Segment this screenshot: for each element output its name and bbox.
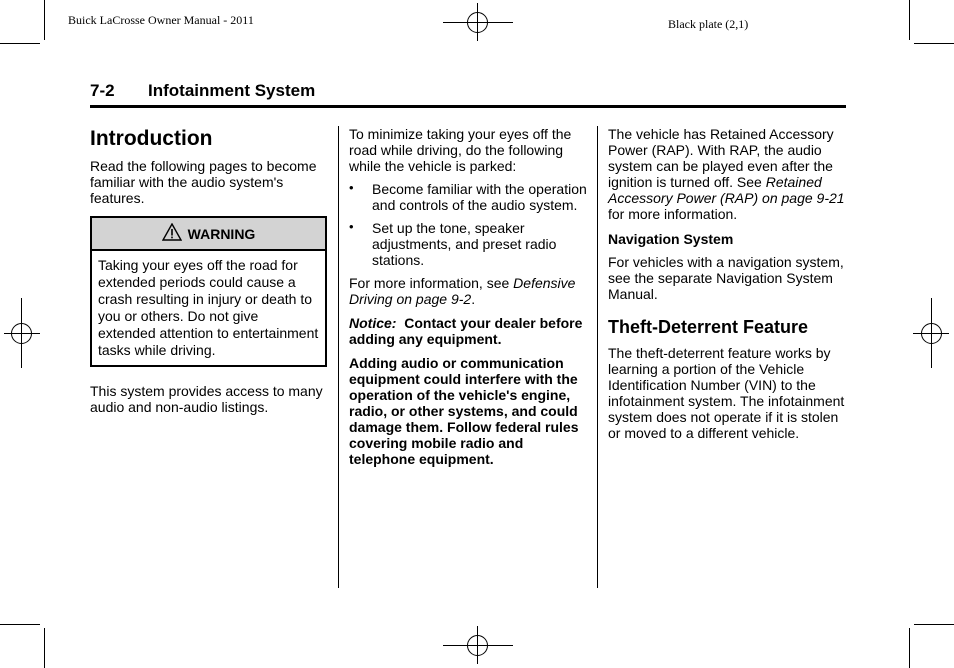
cross-reference-link[interactable]: Retained Accessory Power (RAP) on page 9-21 xyxy=(608,174,845,206)
warning-text: Taking your eyes off the road for extended periods could cause a crash resulting in injury or death to you or others. Do not give extended attention to entertainment tasks while driving. xyxy=(98,257,319,358)
access-paragraph: This system provides access to many audio and non-audio listings. xyxy=(90,383,323,415)
warning-header xyxy=(92,218,325,251)
section-title: Infotainment System xyxy=(148,81,316,100)
crop-mark xyxy=(909,628,910,668)
more-info-paragraph: For more information, see Defensive Driving on page 9-2. xyxy=(349,275,576,307)
bullet-list xyxy=(349,181,589,268)
crop-mark xyxy=(44,628,45,668)
section-number: 7-2 xyxy=(90,81,115,100)
warning-box xyxy=(90,216,327,367)
bullet-icon: • xyxy=(349,180,354,195)
warning-title: WARNING xyxy=(187,225,256,242)
page-heading: Introduction xyxy=(90,127,213,150)
cross-reference-link[interactable]: Defensive Driving on page 9-2 xyxy=(349,275,576,307)
intro-paragraph: Read the following pages to become familiar with the audio system's features. xyxy=(90,158,317,206)
notice-label: Notice: xyxy=(349,315,397,331)
column-1 xyxy=(90,126,330,415)
navigation-heading: Navigation System xyxy=(608,231,734,247)
navigation-paragraph: For vehicles with a navigation system, see the separate Navigation System Manual. xyxy=(608,254,844,302)
list-item: • Set up the tone, speaker adjustments, and preset radio stations. xyxy=(349,219,557,268)
list-item: • Become familiar with the operation and controls of the audio system. xyxy=(349,180,587,213)
rap-paragraph: The vehicle has Retained Accessory Power (RAP). With RAP, the audio system can be played even after the ignition is turned off. See Retained Accessory Power (RAP) on page 9-21 for more information. xyxy=(608,126,845,222)
column-divider xyxy=(338,126,339,588)
section-header xyxy=(90,81,846,108)
column-3 xyxy=(608,126,848,441)
column-divider xyxy=(597,126,598,588)
bullet-icon: • xyxy=(349,219,354,234)
theft-deterrent-heading: Theft-Deterrent Feature xyxy=(608,317,809,337)
crop-mark xyxy=(44,0,45,40)
crop-mark xyxy=(0,43,40,44)
crop-mark xyxy=(909,0,910,40)
manual-title: Buick LaCrosse Owner Manual - 2011 xyxy=(68,13,254,27)
crop-mark xyxy=(914,43,954,44)
crop-mark xyxy=(0,624,40,625)
notice-paragraph: Notice: Contact your dealer before adding any equipment. xyxy=(349,315,583,347)
crop-mark xyxy=(914,624,954,625)
warning-triangle-icon xyxy=(162,223,182,244)
lead-paragraph: To minimize taking your eyes off the road while driving, do the following while the vehicle is parked: xyxy=(349,126,572,174)
column-2 xyxy=(349,126,589,467)
theft-deterrent-paragraph: The theft-deterrent feature works by learning a portion of the Vehicle Identification Number (VIN) to the infotainment system. The infotainment system does not operate if it is stolen or moved to a different vehicle. xyxy=(608,345,845,441)
caution-paragraph: Adding audio or communication equipment could interfere with the operation of the vehicle's engine, radio, or other systems, and could damage them. Follow federal rules covering mobile radio and telephone equipment. xyxy=(349,355,579,467)
plate-label: Black plate (2,1) xyxy=(668,17,749,31)
